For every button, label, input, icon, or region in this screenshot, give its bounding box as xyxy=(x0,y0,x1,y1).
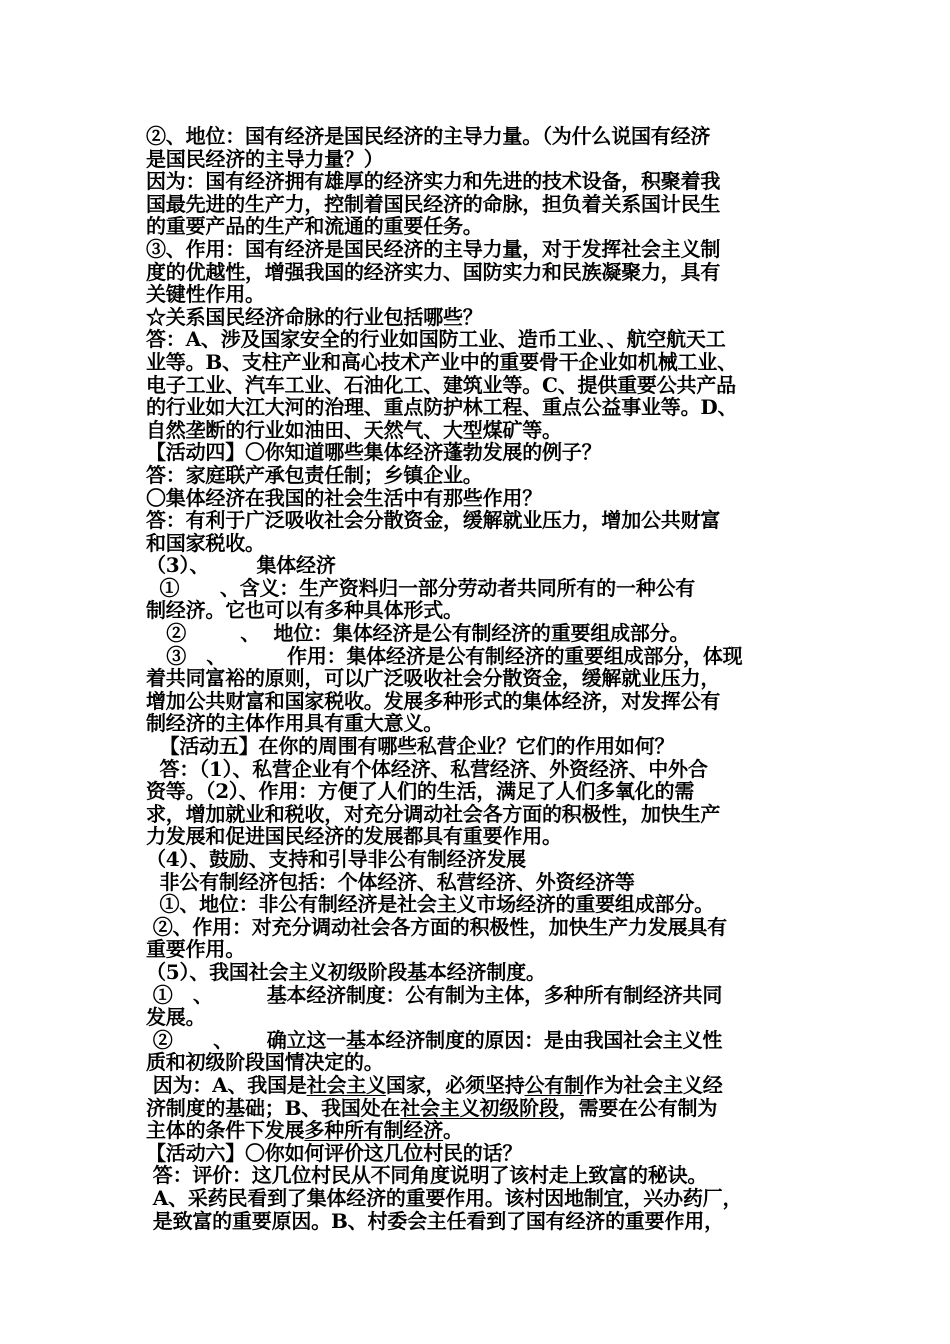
text-line: ② 、 地位：集体经济是公有制经济的重要组成部分。 xyxy=(146,621,690,646)
text-line: 非公有制经济包括：个体经济、私营经济、外资经济等 xyxy=(146,869,635,894)
text-line: 答：评价：这几位村民从不同角度说明了该村走上致富的秘诀。 xyxy=(146,1163,708,1188)
text-line: （4）、鼓励、支持和引导非公有制经济发展 xyxy=(146,847,526,871)
underlined-term: 社会主义 xyxy=(306,1072,386,1097)
text-line: 和国家税收。 xyxy=(146,530,265,555)
text-line: 质和初级阶段国情决定的。 xyxy=(146,1050,384,1075)
text-line: 是国民经济的主导力量？） xyxy=(146,146,384,171)
underlined-term: 社会主义初级阶段 xyxy=(400,1095,559,1120)
text-line: 主体的条件下发展多种所有制经济。 xyxy=(146,1118,463,1143)
document-body xyxy=(146,125,806,1232)
text-line: 制经济的主体作用具有重大意义。 xyxy=(146,711,443,736)
text-line: 济制度的基础；B、我国处在社会主义初级阶段，需要在公有制为 xyxy=(146,1095,718,1120)
text-line: 求，增加就业和税收，对充分调动社会各方面的积极性，加快生产 xyxy=(146,801,721,826)
text-line: 电子工业、汽车工业、石油化工、建筑业等。C、提供重要公共产品 xyxy=(146,372,736,397)
text-line: ②、地位：国有经济是国民经济的主导力量。（为什么说国有经济 xyxy=(146,124,711,148)
text-line: 答：（1）、私营企业有个体经济、私营经济、外资经济、中外合 xyxy=(146,756,708,781)
text-line: 因为：国有经济拥有雄厚的经济实力和先进的技术设备，积聚着我 xyxy=(146,169,721,194)
text-line: 的重要产品的生产和流通的重要任务。 xyxy=(146,214,483,239)
text-line: 【活动四】〇你知道哪些集体经济蓬勃发展的例子？ xyxy=(146,440,602,465)
text-line: 的行业如大江大河的治理、重点防护林工程、重点公益事业等。D、 xyxy=(146,395,738,420)
text-line: 制经济。它也可以有多种具体形式。 xyxy=(146,598,463,623)
text-line: ②、作用：对充分调动社会各方面的积极性，加快生产力发展具有 xyxy=(146,914,727,939)
text-line: 度的优越性，增强我国的经济实力、国防实力和民族凝聚力，具有 xyxy=(146,259,721,284)
text-line: 资等。（2）、作用：方便了人们的生活，满足了人们多氧化的需 xyxy=(146,779,695,804)
text-line: ☆关系国民经济命脉的行业包括哪些？ xyxy=(146,304,483,329)
text-line: 发展。 xyxy=(146,1005,206,1030)
text-line: ①、地位：非公有制经济是社会主义市场经济的重要组成部分。 xyxy=(146,892,714,917)
text-line: （3）、 集体经济 xyxy=(146,553,336,578)
text-line: （5）、我国社会主义初级阶段基本经济制度。 xyxy=(146,959,546,984)
text-line: 〇集体经济在我国的社会生活中有那些作用？ xyxy=(146,485,542,510)
text-line: 【活动六】〇你如何评价这几位村民的话？ xyxy=(146,1140,523,1165)
underlined-term: 多种所有制经济 xyxy=(304,1118,444,1143)
text-line: 力发展和促进国民经济的发展都具有重要作用。 xyxy=(146,824,562,849)
text-line: ① 、含义：生产资料归一部分劳动者共同所有的一种公有 xyxy=(146,575,696,600)
text-line: 重要作用。 xyxy=(146,937,245,962)
text-line: 答：A、涉及国家安全的行业如国防工业、造币工业、、航空航天工 xyxy=(146,327,726,352)
text-line: A、采药民看到了集体经济的重要作用。该村因地制宜，兴办药厂， xyxy=(146,1185,743,1210)
text-line: ② 、 确立这一基本经济制度的原因：是由我国社会主义性 xyxy=(146,1027,723,1052)
underlined-term: 公有制 xyxy=(524,1072,584,1097)
text-line: 国最先进的生产力，控制着国民经济的命脉，担负着关系国计民生 xyxy=(146,191,721,216)
text-line: 着共同富裕的原则，可以广泛吸收社会分散资金，缓解就业压力， xyxy=(146,666,721,691)
text-line: 答：有利于广泛吸收社会分散资金，缓解就业压力，增加公共财富 xyxy=(146,508,721,533)
text-line: 答：家庭联产承包责任制；乡镇企业。 xyxy=(146,462,483,487)
text-line: 增加公共财富和国家税收。发展多种形式的集体经济，对发挥公有 xyxy=(146,688,721,713)
text-line: 关键性作用。 xyxy=(146,282,265,307)
text-line: ③、作用：国有经济是国民经济的主导力量，对于发挥社会主义制 xyxy=(146,236,721,261)
text-line: ① 、 基本经济制度：公有制为主体，多种所有制经济共同 xyxy=(146,982,723,1007)
text-line: 【活动五】在你的周围有哪些私营企业？它们的作用如何？ xyxy=(146,734,675,759)
text-line: 是致富的重要原因。B、村委会主任看到了国有经济的重要作用， xyxy=(146,1208,724,1233)
text-line: 因为：A、我国是社会主义国家，必须坚持公有制作为社会主义经 xyxy=(146,1072,723,1097)
text-line: 业等。B、支柱产业和高心技术产业中的重要骨干企业如机械工业、 xyxy=(146,349,737,374)
text-line: 自然垄断的行业如油田、天然气、大型煤矿等。 xyxy=(146,417,562,442)
text-line: ③ 、 作用：集体经济是公有制经济的重要组成部分，体现 xyxy=(146,643,743,668)
